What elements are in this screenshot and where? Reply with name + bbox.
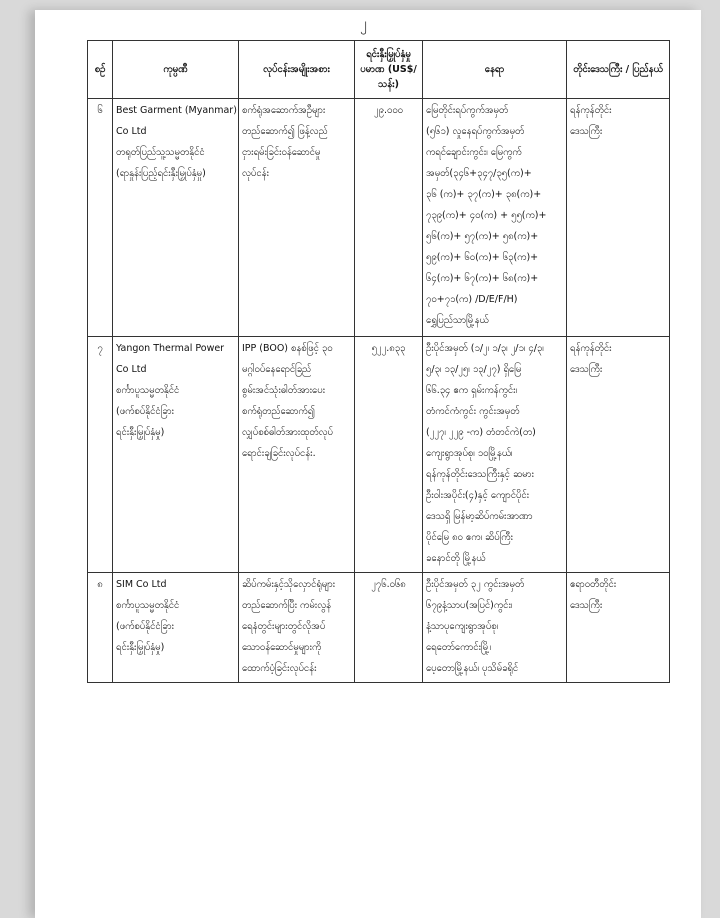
company-cell xyxy=(113,337,239,573)
region-cell-line: ဒေသကြီး xyxy=(570,364,603,375)
location-cell-line: ဒေသရှိ မြန်မာ့ဆိပ်ကမ်းအာဏာ xyxy=(426,511,533,522)
business-type-cell-line: ရေနံတွင်းများတွင်လိုအပ် xyxy=(242,621,326,632)
business-type-cell-line: သောဝန်ဆောင်မှုများကို xyxy=(242,642,322,653)
company-cell-line: Yangon Thermal Power xyxy=(116,343,225,354)
row-number: ၈ xyxy=(88,573,113,683)
business-type-cell-line: ထောက်ပံ့ခြင်းလုပ်ငန်း xyxy=(242,663,317,674)
company-cell xyxy=(113,573,239,683)
company-cell-line: (ဖက်စပ်နိုင်ငံခြား xyxy=(116,621,174,632)
location-cell-line: ဦးပိုင်အမှတ် ၃၂ ကွင်းအမှတ် xyxy=(426,579,525,590)
location-cell-line: (၂၂၇၊ ၂၂၉ -က) တံတင်ကဲ(တ) xyxy=(426,427,536,438)
company-cell-line: Co Ltd xyxy=(116,126,147,137)
location-cell xyxy=(423,99,567,337)
header-company: ကုမ္ပဏီ xyxy=(113,41,239,99)
business-type-cell-line: တည်ဆောက်၍ ဖြန့်လည် xyxy=(242,126,328,137)
business-type-cell-line: တည်ဆောက်ပြီး ကမ်းလွန် xyxy=(242,600,332,611)
location-cell-line: ၆၄(က)+ ၆၇(က)+ ၆၈(က)+ xyxy=(426,273,539,284)
location-cell-line: နံ့သာပုကျေးရွာအုပ်စု၊ xyxy=(426,621,499,632)
business-type-cell-line: မဂ္ဂါဝပ်နေရောင်ခြည် xyxy=(242,364,312,375)
location-cell-line: ၅/၃၊ ၁၃/၂၅၊ ၁၃/၂၇) ရှိမြေ xyxy=(426,364,522,375)
company-cell xyxy=(113,99,239,337)
company-cell-line: ရင်းနှီးမြှုပ်နှံမှု) xyxy=(116,427,165,438)
header-location: နေရာ xyxy=(423,41,567,99)
row-number: ၆ xyxy=(88,99,113,337)
region-cell xyxy=(567,337,670,573)
location-cell-line: မြေတိုင်းရပ်ကွက်အမှတ် xyxy=(426,105,509,116)
location-cell-line: ၆၇၉နံ့သာပ(အပြင်)ကွင်း၊ xyxy=(426,600,513,611)
location-cell-line: တံကင်ကံကွင်း ကွင်းအမှတ် xyxy=(426,406,520,417)
table-row xyxy=(88,573,670,683)
company-cell-line: စင်္ကာပူသမ္မတနိုင်ငံ xyxy=(116,600,180,611)
company-cell-line: ရင်းနှီးမြှုပ်နှံမှု) xyxy=(116,642,165,653)
region-cell xyxy=(567,573,670,683)
location-cell-line: ခနောင်တို မြို့နယ် xyxy=(426,553,486,564)
business-type-cell-line: ရောင်းချခြင်းလုပ်ငန်း. xyxy=(242,448,316,459)
company-cell-line: စင်္ကာပူသမ္မတနိုင်ငံ xyxy=(116,385,180,396)
region-cell-line: ဒေသကြီး xyxy=(570,126,603,137)
location-cell-line: ၆၆.၃၄ ဧက ရှမ်းကန်ကွင်း၊ xyxy=(426,385,518,396)
business-type-cell-line: ဆိပ်ကမ်းနှင့်သိုလှောင်ရုံများ xyxy=(242,579,336,590)
business-type-cell-line: IPP (BOO) စနစ်ဖြင့် ၃၀ xyxy=(242,343,333,354)
location-cell-line: ဦးဝါးအပိုင်း(၄)နှင့် ကျောင်ပိုင်း xyxy=(426,490,530,501)
business-type-cell xyxy=(239,99,355,337)
business-type-cell-line: စက်ရုံအဆောက်အဦများ xyxy=(242,105,326,116)
header-business: လုပ်ငန်းအမျိုးအစား xyxy=(239,41,355,99)
location-cell-line: ကျေးရွာအုပ်စု၊ ၁၀မြို့နယ်၊ xyxy=(426,448,513,459)
header-no: စဉ် xyxy=(88,41,113,99)
location-cell xyxy=(423,573,567,683)
header-region: တိုင်းဒေသကြီး / ပြည်နယ် xyxy=(567,41,670,99)
location-cell-line: ၃၆ (က)+ ၃၇(က)+ ၃၈(က)+ xyxy=(426,189,542,200)
table-row xyxy=(88,337,670,573)
location-cell-line: (၅၆၁) လှုနေရပ်ကွက်အမှတ် xyxy=(426,126,525,137)
location-cell xyxy=(423,337,567,573)
company-cell-line: (ရာနှုန်းပြည့်ရင်းနှီးမြှုပ်နှံမှု) xyxy=(116,168,206,179)
region-cell-line: ရန်ကုန်တိုင်း xyxy=(570,105,612,116)
region-cell-line: ဧရာဝတီတိုင်း xyxy=(570,579,617,590)
row-number: ၇ xyxy=(88,337,113,573)
business-type-cell-line: လျှပ်စစ်ဓါတ်အားထုတ်လုပ် xyxy=(242,427,333,438)
location-cell-line: ၇၀+၇၁(က) /D/E/F/H) xyxy=(426,294,518,305)
company-cell-line: Best Garment (Myanmar) xyxy=(116,105,237,116)
page-number: ၂ xyxy=(360,16,367,32)
location-cell-line: ရန်ကုန်တိုင်းဒေသကြီးနှင့် ဆမား xyxy=(426,469,534,480)
company-cell-line: Co Ltd xyxy=(116,364,147,375)
business-type-cell-line: စက်ရုံတည်ဆောက်၍ xyxy=(242,406,315,417)
capital-cell: ၂၉.၀၀၀ xyxy=(355,99,423,337)
location-cell-line: အမှတ်(၃၄၆+၃၄၇/၃၅(က)+ xyxy=(426,168,532,179)
location-cell-line: ပိုင်မြေ ၈၀ ဧက၊ ဆိပ်ကြီး xyxy=(426,532,513,543)
company-cell-line: SIM Co Ltd xyxy=(116,579,167,590)
business-type-cell xyxy=(239,573,355,683)
company-cell-line: တရုတ်ပြည်သူ့သမ္မတနိုင်ငံ xyxy=(116,147,205,158)
location-cell-line: ရေတော်ကောင်းမြို့၊ xyxy=(426,642,491,653)
table-row xyxy=(88,99,670,337)
location-cell-line: ပေ့တောမြို့နယ်၊ ပုသိမ်ခရိုင် xyxy=(426,663,519,674)
header-capital: ရင်းနှီးမြှုပ်နှံမှုပမာဏ (US$/သန်း) xyxy=(355,41,423,99)
location-cell-line: ၅၉(က)+ ၆၀(က)+ ၆၃(က)+ xyxy=(426,252,539,263)
business-type-cell-line: ငှားရမ်းခြင်းဝန်ဆောင်မှု xyxy=(242,147,321,158)
business-type-cell-line: စွမ်းအင်သုံးဓါတ်အားပေး xyxy=(242,385,326,396)
region-cell xyxy=(567,99,670,337)
investment-table xyxy=(87,40,670,683)
location-cell-line: ၇၃၉(က)+ ၄၀(က) + ၅၅(က)+ xyxy=(426,210,547,221)
location-cell-line: ရွှေပြည်သာမြို့နယ် xyxy=(426,315,489,326)
location-cell-line: ၅၆(က)+ ၅၇(က)+ ၅၈(က)+ xyxy=(426,231,539,242)
location-cell-line: ကရင်ချောင်းကွင်း၊ မြေကွက် xyxy=(426,147,522,158)
capital-cell: ၅၂၂.၈၃၃ xyxy=(355,337,423,573)
table-header-row xyxy=(88,41,670,99)
region-cell-line: ရန်ကုန်တိုင်း xyxy=(570,343,612,354)
location-cell-line: ဦးပိုင်အမှတ် (၁/၂၊ ၁/၃၊ ၂/၁၊ ၄/၃၊ xyxy=(426,343,544,354)
capital-cell: ၂၇၆.၀၆၈ xyxy=(355,573,423,683)
company-cell-line: (ဖက်စပ်နိုင်ငံခြား xyxy=(116,406,174,417)
region-cell-line: ဒေသကြီး xyxy=(570,600,603,611)
business-type-cell-line: လုပ်ငန်း xyxy=(242,168,269,179)
business-type-cell xyxy=(239,337,355,573)
